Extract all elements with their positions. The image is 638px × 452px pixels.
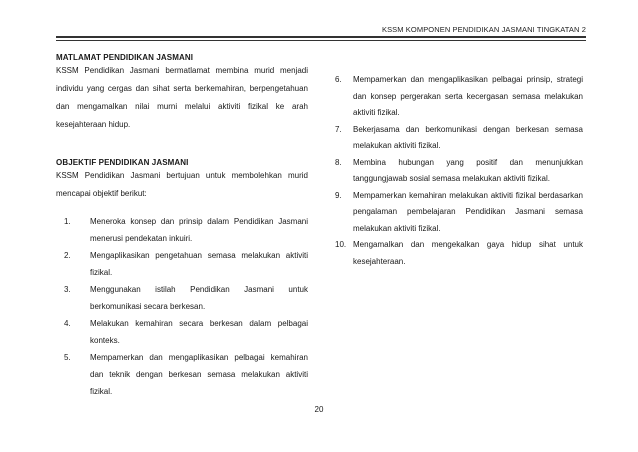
list-item-number: 3.: [64, 285, 71, 294]
list-item-text: Mempamerkan dan mengaplikasikan pelbagai prinsip, strategi dan konsep pergerakan serta kecergasan semasa melakukan aktiviti fizikal.: [353, 75, 583, 117]
list-item-text: Mengaplikasikan pengetahuan semasa melakukan aktiviti fizikal.: [90, 251, 308, 277]
right-column: [335, 72, 583, 270]
list-item: [64, 315, 308, 349]
list-item-number: 1.: [64, 217, 71, 226]
list-item-text: Meneroka konsep dan prinsip dalam Pendidikan Jasmani menerusi pendekatan inkuiri.: [90, 217, 308, 243]
matlamat-paragraph: KSSM Pendidikan Jasmani bermatlamat membina murid menjadi individu yang cergas dan sihat serta berkemahiran, berpengetahuan dan mengamalkan nilai murni melalui aktiviti fizikal ke arah kesejahteraan hidup.: [56, 66, 308, 129]
list-item-number: 8.: [335, 157, 342, 167]
matlamat-heading: MATLAMAT PENDIDIKAN JASMANI: [56, 53, 194, 62]
list-item: [64, 349, 308, 400]
list-item: [335, 122, 583, 155]
list-item-number: 10.: [335, 240, 347, 249]
list-item: [335, 155, 583, 188]
header-rule-thick: [56, 36, 586, 38]
list-item: [335, 188, 583, 238]
list-item-text: Melakukan kemahiran secara berkesan dalam pelbagai konteks.: [90, 319, 308, 345]
list-item-text: Mempamerkan dan mengaplikasikan pelbagai kemahiran dan teknik dengan berkesan semasa melakukan aktiviti fizikal.: [90, 353, 308, 396]
list-item-number: 2.: [64, 251, 71, 260]
list-item-text: Mengamalkan dan mengekalkan gaya hidup sihat untuk kesejahteraan.: [353, 240, 583, 266]
header-rule-thin: [56, 40, 586, 41]
running-header: KSSM KOMPONEN PENDIDIKAN JASMANI TINGKATAN 2: [381, 25, 586, 34]
list-item-text: Menggunakan istilah Pendidikan Jasmani untuk berkomunikasi secara berkesan.: [90, 285, 308, 311]
list-item-text: Bekerjasama dan berkomunikasi dengan berkesan semasa melakukan aktiviti fizikal.: [353, 124, 583, 150]
objektif-list: [56, 213, 308, 400]
list-item: [64, 213, 308, 247]
list-item-number: 5.: [64, 353, 71, 362]
list-item-number: 9.: [335, 190, 342, 200]
objektif-intro: KSSM Pendidikan Jasmani bertujuan untuk membolehkan murid mencapai objektif berikut:: [56, 171, 308, 198]
objektif-heading: OBJEKTIF PENDIDIKAN JASMANI: [56, 158, 189, 167]
list-item: [64, 281, 308, 315]
list-item: [64, 247, 308, 281]
list-item-number: 7.: [335, 124, 342, 134]
list-item-text: Mempamerkan kemahiran melakukan aktiviti fizikal berdasarkan pengalaman pembelajaran Pendidikan Jasmani semasa melakukan aktiviti fizikal.: [353, 190, 583, 233]
objektif-list-continued: [335, 72, 583, 270]
list-item-number: 4.: [64, 319, 71, 328]
page-number: 20: [314, 405, 324, 414]
list-item: [335, 237, 583, 270]
list-item-number: 6.: [335, 75, 342, 84]
list-item-text: Membina hubungan yang positif dan menunjukkan tanggungjawab sosial semasa melakukan aktiviti fizikal.: [353, 157, 583, 183]
list-item: [335, 72, 583, 122]
left-column: [56, 53, 308, 400]
